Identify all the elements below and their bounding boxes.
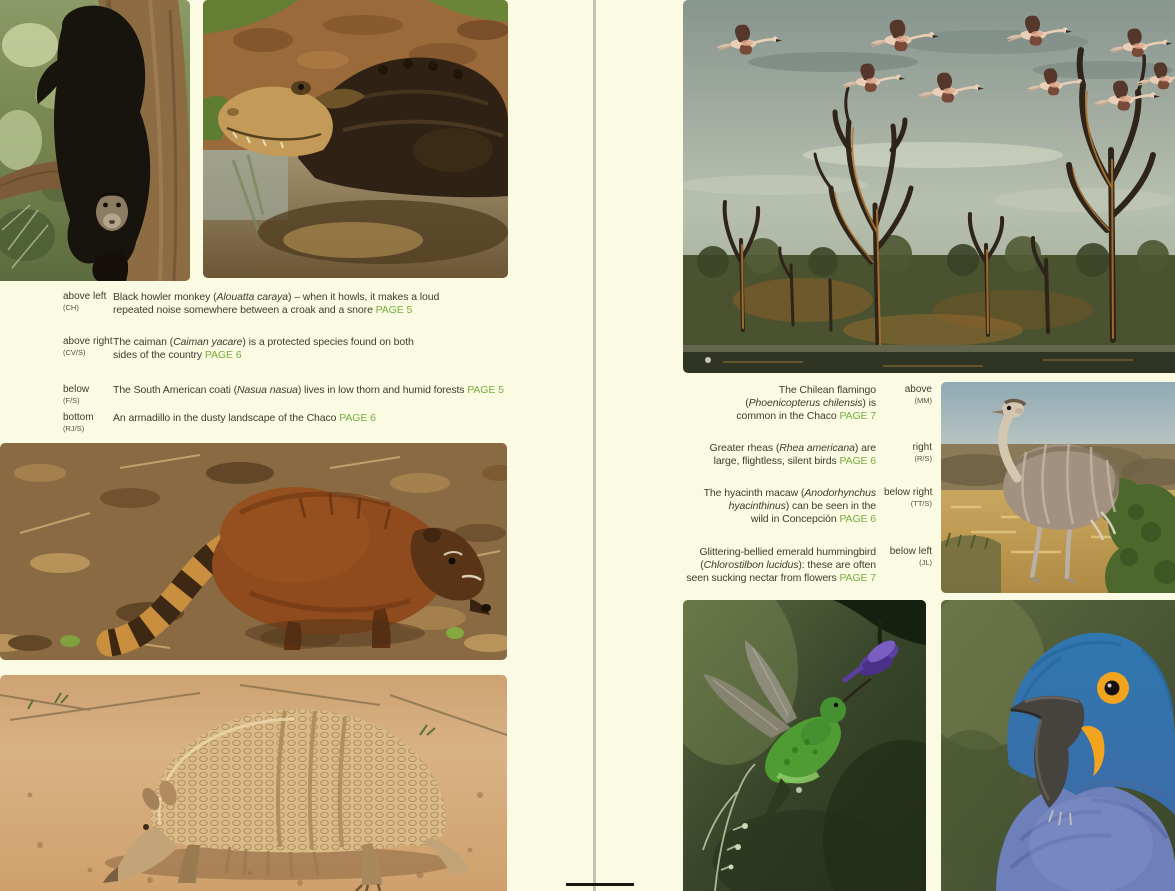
- caption-coati: [63, 384, 533, 405]
- caption-segment: repeated noise somewhere between a croak and a snore: [113, 304, 376, 316]
- species-name: Phoenicopterus chilensis: [748, 397, 863, 409]
- position-label-text: above: [904, 384, 932, 395]
- caption-caiman: [63, 336, 523, 362]
- caption-text: [113, 384, 533, 397]
- species-name: Rhea americana: [779, 442, 855, 454]
- photo-credit: (CV/S): [63, 348, 86, 357]
- caption-text: [640, 487, 876, 526]
- caption-position-label: [884, 442, 932, 463]
- page-reference: PAGE 6: [339, 412, 376, 424]
- caption-text: [640, 384, 876, 423]
- position-label-text: below: [63, 384, 90, 395]
- armadillo-photo: [0, 675, 507, 891]
- hummingbird-photo-art: [683, 600, 926, 891]
- caption-text: [113, 412, 523, 425]
- caption-position-label: [63, 291, 113, 312]
- bottom-center-rule: [566, 883, 634, 886]
- caption-howler-monkey: [63, 291, 523, 317]
- page-reference: PAGE 5: [467, 384, 504, 396]
- caption-segment: common in the Chaco: [736, 410, 840, 422]
- caption-segment: The Chilean flamingo: [778, 384, 876, 396]
- caption-segment: An armadillo in the dusty landscape of the Chaco: [113, 412, 340, 424]
- macaw-photo-art: [941, 600, 1175, 891]
- species-name: Anodorhynchus: [804, 487, 876, 499]
- caption-macaw: [640, 487, 932, 526]
- caption-segment: ) lives in low thorn and humid forests: [297, 384, 468, 396]
- rhea-photo-art: [941, 382, 1175, 593]
- caption-segment: ): these are often: [798, 559, 876, 571]
- caption-segment: The hyacinth macaw (: [703, 487, 805, 499]
- caption-text: [640, 442, 876, 468]
- page-gutter-line: [593, 0, 596, 891]
- caption-position-label: [884, 546, 932, 567]
- caiman-photo-art: [203, 0, 508, 278]
- position-label-text: above right: [63, 336, 113, 347]
- monkey-photo-art: [0, 0, 190, 281]
- species-name: Caiman yacare: [173, 336, 243, 348]
- caption-position-label: [63, 336, 113, 357]
- coati-photo-art: [0, 443, 507, 660]
- species-name: hyacinthinus: [728, 500, 786, 512]
- caption-text: [113, 291, 523, 317]
- caption-segment: (: [700, 559, 704, 571]
- caption-segment: The caiman (: [113, 336, 174, 348]
- caption-armadillo: [63, 412, 523, 433]
- page-reference: PAGE 5: [375, 304, 413, 316]
- caption-text: [113, 336, 523, 362]
- page-reference: PAGE 7: [839, 410, 876, 422]
- caption-position-label: [63, 384, 113, 405]
- position-label-text: below left: [889, 546, 932, 557]
- caption-segment: wild in Concepción: [750, 513, 840, 525]
- photo-credit: (F/S): [63, 396, 80, 405]
- caption-segment: ) are: [854, 442, 876, 454]
- photo-credit: (MM): [914, 396, 932, 405]
- flamingo-photo-art: [683, 0, 1175, 373]
- page-reference: PAGE 6: [204, 349, 242, 361]
- caption-segment: ) – when it howls, it makes a loud: [288, 291, 440, 303]
- flamingo-landscape-photo: [683, 0, 1175, 373]
- caption-position-label: [884, 487, 932, 508]
- caiman-photo: [203, 0, 508, 278]
- hummingbird-photo: [683, 600, 926, 891]
- photo-credit: (RJ/S): [63, 424, 85, 433]
- caption-position-label: [63, 412, 113, 433]
- caption-segment: Black howler monkey (: [113, 291, 217, 303]
- position-label-text: below right: [884, 487, 933, 498]
- caption-segment: sides of the country: [113, 349, 205, 361]
- species-name: Nasua nasua: [237, 384, 298, 396]
- caption-segment: Glittering-bellied emerald hummingbird: [699, 546, 876, 558]
- caption-segment: ) is: [862, 397, 876, 409]
- caption-segment: (: [745, 397, 749, 409]
- black-howler-monkey-photo: [0, 0, 190, 281]
- coati-photo: [0, 443, 507, 660]
- page-reference: PAGE 6: [839, 455, 876, 467]
- hyacinth-macaw-photo: [941, 600, 1175, 891]
- photo-credit: (JL): [919, 558, 932, 567]
- caption-segment: large, flightless, silent birds: [713, 455, 840, 467]
- armadillo-photo-art: [0, 675, 507, 891]
- caption-hummingbird: [640, 546, 932, 585]
- caption-position-label: [884, 384, 932, 405]
- photo-credit: (CH): [63, 303, 79, 312]
- page-reference: PAGE 6: [839, 513, 876, 525]
- caption-segment: Greater rheas (: [709, 442, 780, 454]
- caption-segment: ) can be seen in the: [785, 500, 876, 512]
- caption-rhea: [640, 442, 932, 468]
- photo-credit: (TT/S): [910, 499, 932, 508]
- position-label-text: right: [912, 442, 932, 453]
- species-name: Chlorostilbon lucidus: [703, 559, 799, 571]
- position-label-text: bottom: [63, 412, 94, 423]
- greater-rhea-photo: [941, 382, 1175, 593]
- photo-credit: (R/S): [914, 454, 932, 463]
- caption-segment: seen sucking nectar from flowers: [686, 572, 840, 584]
- species-name: Alouatta caraya: [216, 291, 288, 303]
- caption-text: [640, 546, 876, 585]
- page-reference: PAGE 7: [839, 572, 876, 584]
- caption-segment: The South American coati (: [113, 384, 238, 396]
- caption-flamingo: [640, 384, 932, 423]
- caption-segment: ) is a protected species found on both: [242, 336, 414, 348]
- position-label-text: above left: [63, 291, 107, 302]
